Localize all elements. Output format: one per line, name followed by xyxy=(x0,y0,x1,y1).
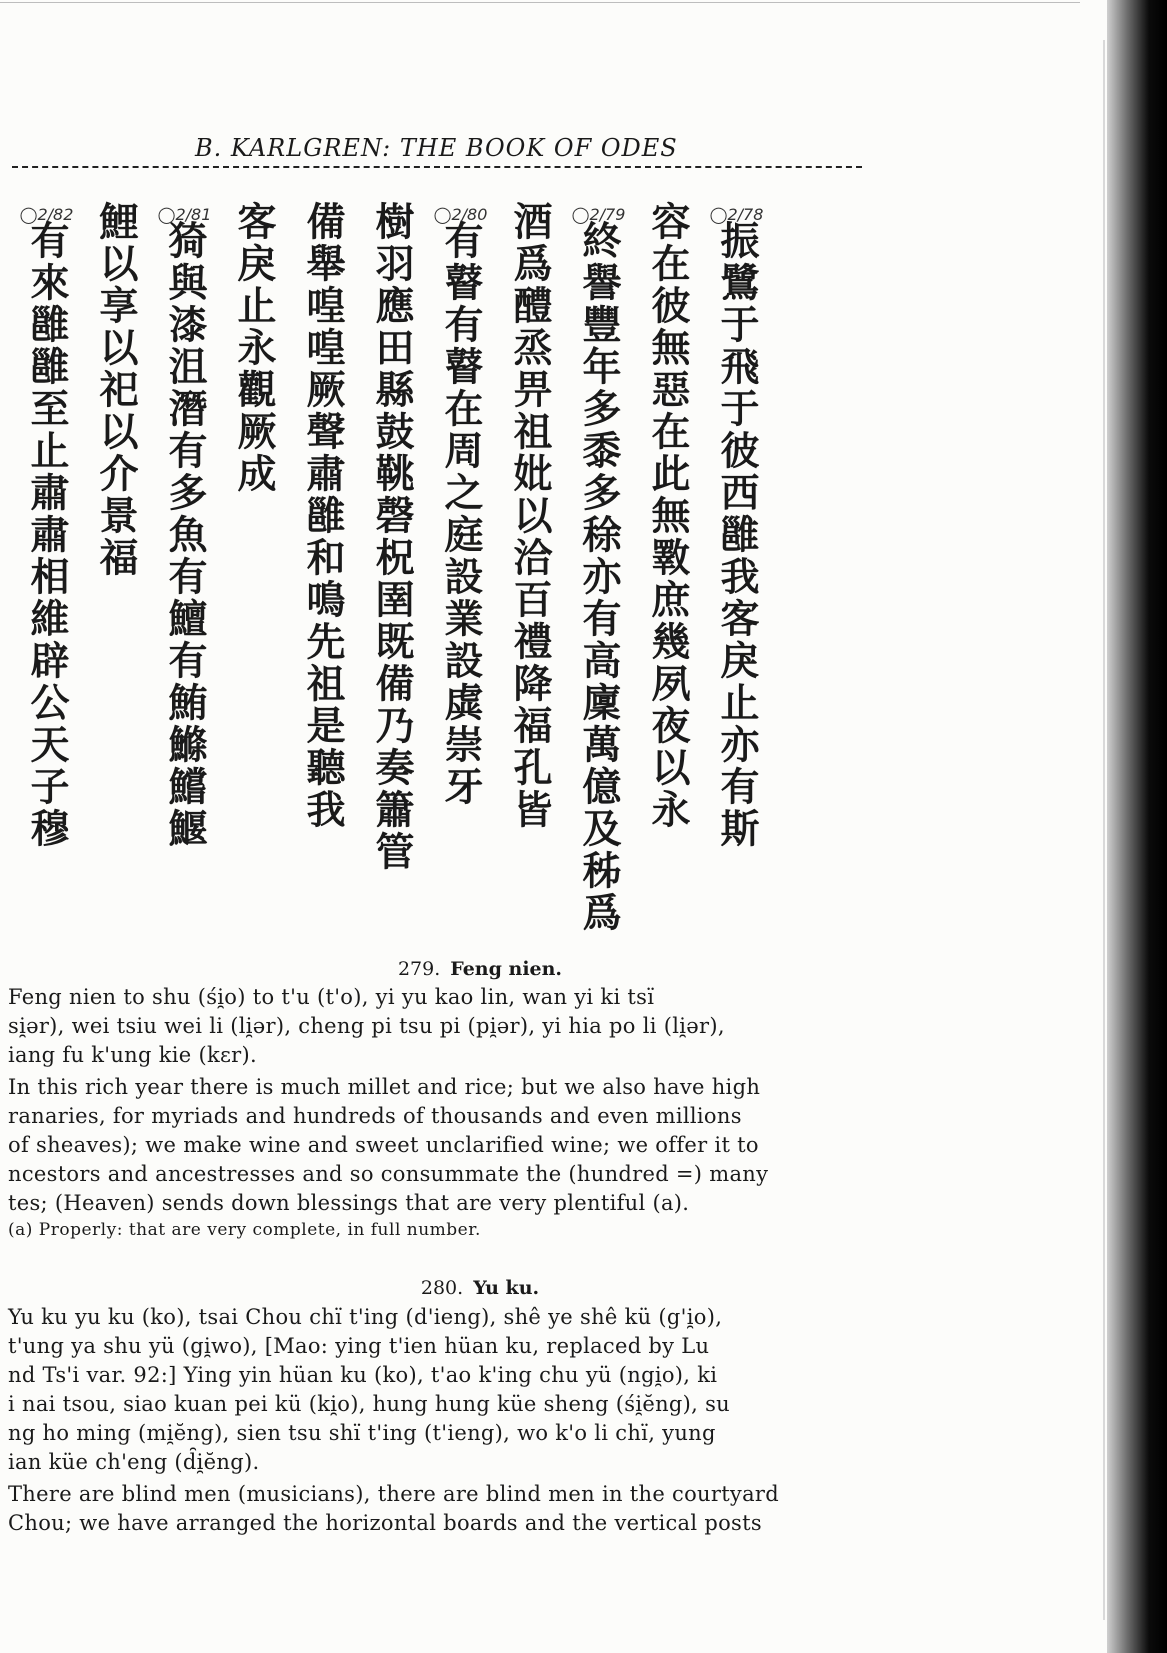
chinese-column-text: 猗與漆沮潛有多魚有鱣有鮪鰷鱨鰋 xyxy=(162,220,208,850)
text-line: si̯ər), wei tsiu wei li (li̯ər), cheng pi tsu pi (pi̯ər), yi hia po li (li̯ər), xyxy=(8,1014,725,1038)
text-line: i nai tsou, siao kuan pei kü (ki̯o), hung hung küe sheng (śi̯ĕng), su xyxy=(8,1392,731,1416)
chinese-text-block xyxy=(19,201,764,945)
text-line: Chou; we have arranged the horizontal boards and the vertical posts xyxy=(8,1511,762,1535)
footnote: (a) Properly: that are very complete, in full number. xyxy=(8,1220,481,1240)
chinese-column xyxy=(296,201,349,945)
chinese-column xyxy=(365,201,418,945)
ode-marker: ◯2/78 xyxy=(709,205,764,224)
chinese-column xyxy=(20,205,73,945)
gutter-line xyxy=(1103,40,1105,1620)
text-line: There are blind men (musicians), there are blind men in the courtyard xyxy=(8,1482,779,1506)
chinese-column xyxy=(227,201,280,945)
text-line: ncestors and ancestresses and so consummate the (hundred =) many xyxy=(8,1162,769,1186)
ode-marker: ◯2/81 xyxy=(157,205,212,224)
text-line: ng ho ming (mi̯ĕng), sien tsu shï t'ing (t'ieng), wo k'o li chï, yung xyxy=(8,1421,716,1445)
translation-paragraph xyxy=(8,1073,848,1218)
header-rule xyxy=(12,166,862,168)
ode-marker: ◯2/82 xyxy=(19,205,74,224)
section-title xyxy=(0,1277,960,1299)
section-name: Yu ku. xyxy=(473,1277,540,1299)
chinese-column-text: 備舉喤喤厥聲肅雝和鳴先祖是聽我 xyxy=(300,201,346,831)
chinese-column-text: 終譽豐年多黍多稌亦有高廩萬億及秭爲 xyxy=(576,220,622,934)
text-line: nd Ts'i var. 92:] Ying yin hüan ku (ko), t'ao k'ing chu yü (ngi̯o), ki xyxy=(8,1363,718,1387)
text-line: In this rich year there is much millet and rice; but we also have high xyxy=(8,1075,761,1099)
page-edge-shadow xyxy=(1107,0,1167,1653)
transcription-paragraph xyxy=(8,983,848,1070)
chinese-column xyxy=(503,201,556,945)
chinese-column-text: 有瞽有瞽在周之庭設業設虡崇牙 xyxy=(438,220,484,808)
text-line: iang fu k'ung kie (kɛr). xyxy=(8,1043,257,1067)
ode-marker: ◯2/79 xyxy=(571,205,626,224)
section-name: Feng nien. xyxy=(450,958,563,980)
top-edge-line xyxy=(0,2,1080,3)
section-number: 279. xyxy=(397,958,441,980)
translation-paragraph xyxy=(8,1480,848,1538)
ode-marker: ◯2/80 xyxy=(433,205,488,224)
chinese-column xyxy=(158,205,211,945)
text-line: Feng nien to shu (śi̯o) to t'u (t'o), yi yu kao lin, wan yi ki tsï xyxy=(8,985,655,1009)
chinese-column xyxy=(434,205,487,945)
text-line: Yu ku yu ku (ko), tsai Chou chï t'ing (d'ieng), shê ye shê kü (g'i̯o), xyxy=(8,1305,723,1329)
section-number: 280. xyxy=(420,1277,464,1299)
transcription-paragraph xyxy=(8,1303,848,1477)
text-line: tes; (Heaven) sends down blessings that are very plentiful (a). xyxy=(8,1191,690,1215)
chinese-column xyxy=(89,201,142,945)
chinese-column xyxy=(572,205,625,945)
chinese-column-text: 鯉以享以祀以介景福 xyxy=(93,201,139,579)
text-line: of sheaves); we make wine and sweet unclarified wine; we offer it to xyxy=(8,1133,759,1157)
chinese-column-text: 有來雝雝至止肅肅相維辟公天子穆 xyxy=(24,220,70,850)
chinese-column-text: 容在彼無惡在此無斁庶幾夙夜以永 xyxy=(645,201,691,831)
chinese-column xyxy=(710,205,763,945)
running-header: B. KARLGREN: THE BOOK OF ODES xyxy=(195,134,678,162)
chinese-column-text: 樹羽應田縣鼓鞉磬柷圉既備乃奏簫管 xyxy=(369,201,415,873)
text-line: ranaries, for myriads and hundreds of thousands and even millions xyxy=(8,1104,742,1128)
chinese-column-text: 振鷺于飛于彼西雝我客戾止亦有斯 xyxy=(714,220,760,850)
text-line: ian küe ch'eng (d̑i̯ĕng). xyxy=(8,1450,260,1474)
text-line: t'ung ya shu yü (gi̯wo), [Mao: ying t'ien hüan ku, replaced by Lu xyxy=(8,1334,710,1358)
chinese-column-text: 客戾止永觀厥成 xyxy=(231,201,277,495)
section-title xyxy=(0,958,960,980)
chinese-column xyxy=(641,201,694,945)
chinese-column-text: 酒爲醴烝畀祖妣以洽百禮降福孔皆 xyxy=(507,201,553,831)
